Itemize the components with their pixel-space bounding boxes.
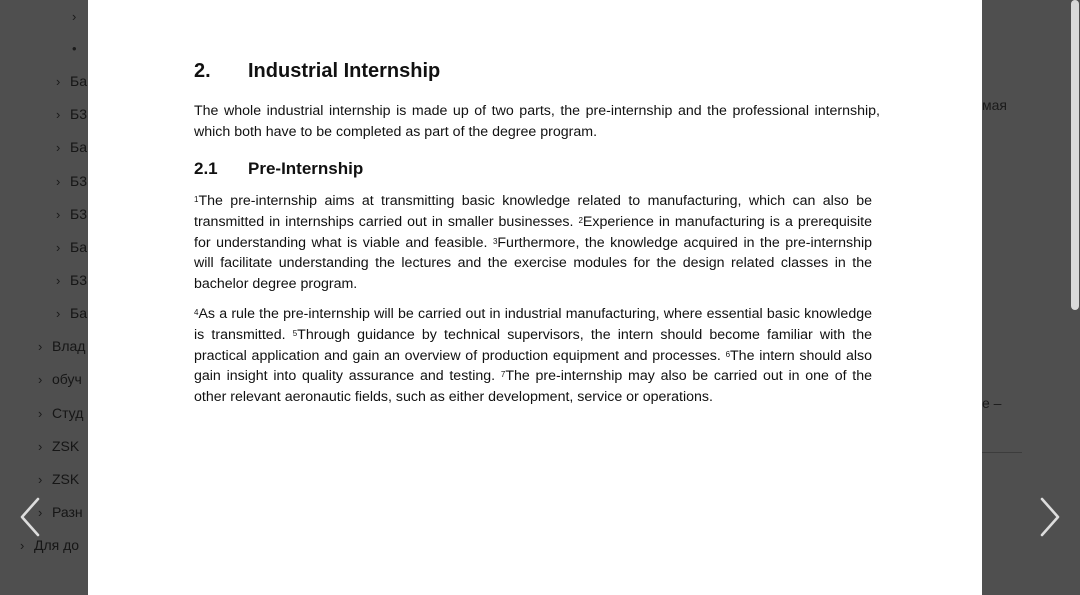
sentence-number: 2 xyxy=(578,215,583,225)
sentence-number: 5 xyxy=(292,328,298,338)
paragraph-1 xyxy=(194,191,872,295)
sentence-text: The intern should also gain insight into quality assurance and testing. xyxy=(194,347,872,385)
sentence-number: 3 xyxy=(492,236,498,246)
sentence-text: The pre-internship aims at transmitting basic knowledge related to manufacturing, which can also be transmitted in internships carried out in smaller businesses. xyxy=(194,193,872,230)
section-title: Industrial Internship xyxy=(248,60,441,82)
sentence-number: 6 xyxy=(725,349,731,359)
sentence-text: As a rule the pre-internship will be carried out in industrial manufacturing, where essential basic knowledge is transmitted. xyxy=(194,306,872,343)
paragraph-2 xyxy=(194,304,872,408)
previous-button[interactable] xyxy=(10,495,50,539)
scrollbar-thumb[interactable] xyxy=(1071,0,1079,310)
section-heading xyxy=(194,60,440,83)
sentence-text: The pre-internship may also be carried out in one of the other relevant aeronautic fields, such as either development, service or operations. xyxy=(194,368,872,406)
chevron-right-icon xyxy=(1039,497,1061,537)
next-button[interactable] xyxy=(1030,495,1070,539)
sentence-text: Experience in manufacturing is a prerequisite for understanding what is viable and feasible. xyxy=(194,213,873,251)
document-page xyxy=(88,0,982,595)
intro-paragraph: The whole industrial internship is made up of two parts, the pre-internship and the professional internship, which both have to be completed as part of the degree program. xyxy=(194,103,880,140)
sentence-number: 4 xyxy=(194,308,199,317)
sentence-number: 7 xyxy=(500,370,506,380)
subsection-number: 2.1 xyxy=(194,159,218,178)
section-number: 2. xyxy=(194,60,211,82)
sentence-number: 1 xyxy=(194,195,199,204)
chevron-left-icon xyxy=(19,497,41,537)
subsection-heading xyxy=(194,159,363,179)
sentence-text: Through guidance by technical supervisors, the intern should become familiar with the practical application and gain an overview of production equipment and processes. xyxy=(194,326,873,364)
sentence-text: Furthermore, the knowledge acquired in the pre-internship will facilitate understanding the lectures and the exercise modules for the design related classes in the bachelor degree program. xyxy=(194,234,873,293)
subsection-title: Pre-Internship xyxy=(248,159,364,178)
